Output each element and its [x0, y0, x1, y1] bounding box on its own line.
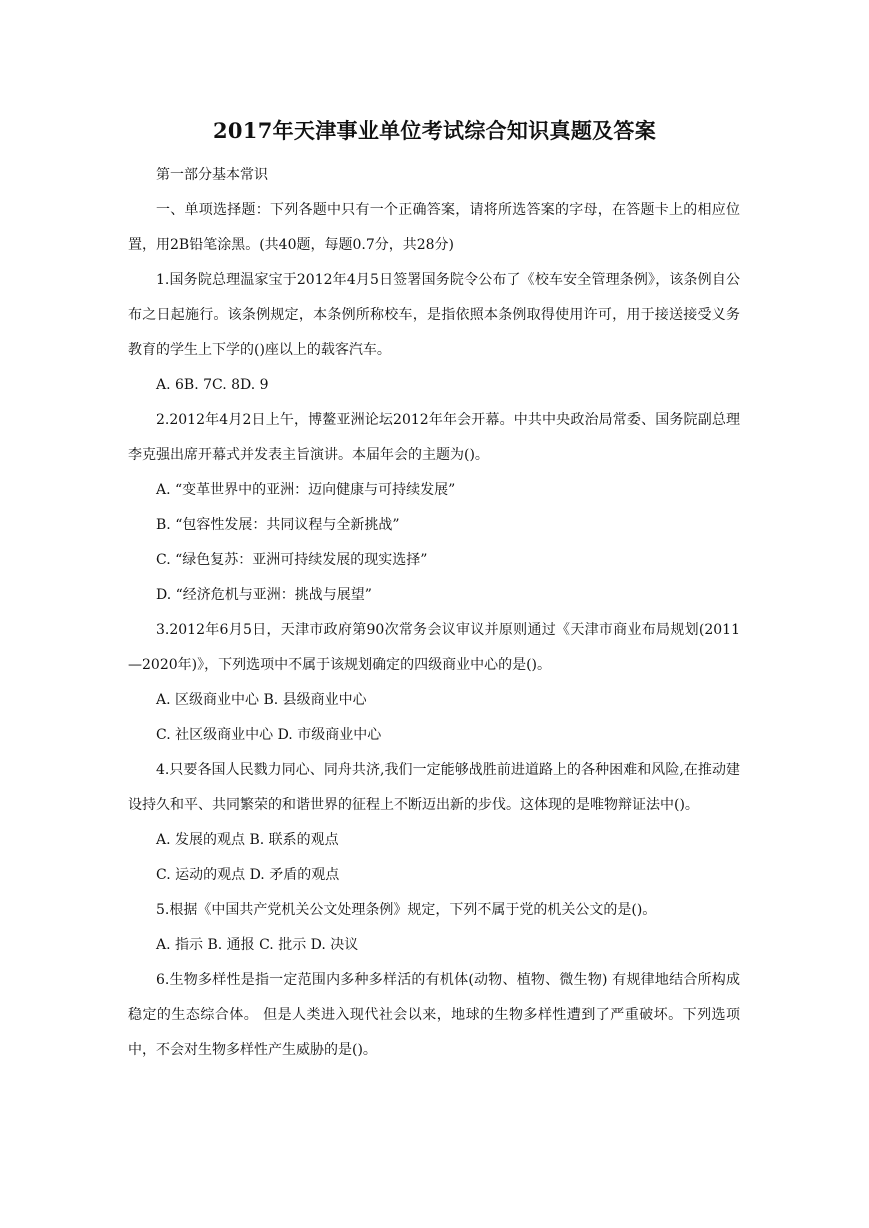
question-6: 6.生物多样性是指一定范围内多种多样活的有机体(动物、植物、微生物) 有规律地结合所构成稳定的生态综合体。 但是人类进入现代社会以来，地球的生物多样性遭到了严重破坏。下列选项中，不会对生物多样性产生威胁的是()。 [128, 972, 740, 1058]
question-5: 5.根据《中国共产党机关公文处理条例》规定，下列不属于党的机关公文的是()。 [156, 902, 657, 918]
question-2-option-c: C. “绿色复苏：亚洲可持续发展的现实选择” [156, 552, 428, 568]
question-4: 4.只要各国人民戮力同心、同舟共济,我们一定能够战胜前进道路上的各种困难和风险,在推动建设持久和平、共同繁荣的和谐世界的征程上不断迈出新的步伐。这体现的是唯物辩证法中()。 [128, 762, 740, 813]
question-2-option-a: A. “变革世界中的亚洲：迈向健康与可持续发展” [156, 482, 456, 498]
question-2: 2.2012年4月2日上午，博鳌亚洲论坛2012年年会开幕。中共中央政治局常委、国务院副总理李克强出席开幕式并发表主旨演讲。本届年会的主题为()。 [128, 412, 740, 463]
page-title: 2017年天津事业单位考试综合知识真题及答案 [212, 118, 657, 143]
instructions: 一、单项选择题：下列各题中只有一个正确答案，请将所选答案的字母，在答题卡上的相应位置，用2B铅笔涂黑。(共40题，每题0.7分，共28分) [128, 202, 740, 253]
question-3: 3.2012年6月5日，天津市政府第90次常务会议审议并原则通过《天津市商业布局规划(2011—2020年)》，下列选项中不属于该规划确定的四级商业中心的是()。 [128, 622, 740, 673]
question-3-options-cd: C. 社区级商业中心 D. 市级商业中心 [156, 727, 382, 743]
question-1-options: A. 6B. 7C. 8D. 9 [156, 377, 269, 393]
question-2-option-d: D. “经济危机与亚洲：挑战与展望” [156, 587, 372, 603]
section-heading: 第一部分基本常识 [156, 167, 268, 183]
question-4-options-ab: A. 发展的观点 B. 联系的观点 [156, 832, 339, 848]
question-5-options: A. 指示 B. 通报 C. 批示 D. 决议 [156, 937, 359, 953]
question-4-options-cd: C. 运动的观点 D. 矛盾的观点 [156, 867, 340, 883]
question-3-options-ab: A. 区级商业中心 B. 县级商业中心 [156, 692, 367, 708]
question-1: 1.国务院总理温家宝于2012年4月5日签署国务院令公布了《校车安全管理条例》，该条例自公布之日起施行。该条例规定，本条例所称校车，是指依照本条例取得使用许可，用于接送接受义务教育的学生上下学的()座以上的载客汽车。 [128, 272, 740, 358]
document-body [128, 158, 740, 1068]
question-2-option-b: B. “包容性发展：共同议程与全新挑战” [156, 517, 400, 533]
